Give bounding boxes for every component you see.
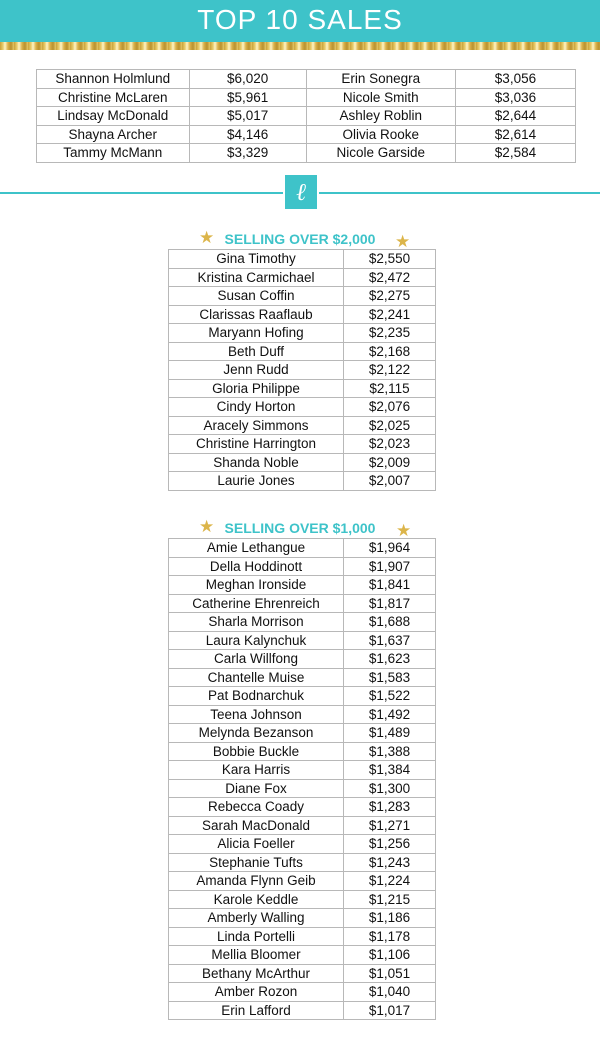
table-row (169, 1001, 436, 1020)
amount-cell: $2,472 (344, 268, 436, 287)
name-cell: Melynda Bezanson (169, 724, 344, 743)
amount-cell: $1,637 (344, 631, 436, 650)
amount-cell: $2,241 (344, 305, 436, 324)
name-cell: Della Hoddinott (169, 557, 344, 576)
logo-glyph: ℓ (296, 178, 306, 206)
table-row (169, 890, 436, 909)
amount-cell: $1,300 (344, 779, 436, 798)
amount-cell: $5,961 (189, 88, 306, 107)
name-cell: Kara Harris (169, 761, 344, 780)
amount-cell: $6,020 (189, 70, 306, 89)
amount-cell: $2,007 (344, 472, 436, 491)
amount-cell: $1,243 (344, 853, 436, 872)
name-cell: Meghan Ironside (169, 576, 344, 595)
table-row (169, 946, 436, 965)
star-icon: ★ (199, 517, 215, 536)
table-row (169, 687, 436, 706)
table-row (169, 613, 436, 632)
star-icon: ★ (199, 228, 215, 247)
amount-cell: $1,215 (344, 890, 436, 909)
name-cell: Carla Willfong (169, 650, 344, 669)
name-cell: Maryann Hofing (169, 324, 344, 343)
amount-cell: $3,329 (189, 144, 306, 163)
table-row (169, 398, 436, 417)
table-row (169, 576, 436, 595)
table-row (169, 742, 436, 761)
amount-cell: $2,115 (344, 379, 436, 398)
name-cell: Linda Portelli (169, 927, 344, 946)
table-row (169, 324, 436, 343)
table-row (169, 909, 436, 928)
name-cell: Amber Rozon (169, 983, 344, 1002)
amount-cell: $1,489 (344, 724, 436, 743)
name-cell: Pat Bodnarchuk (169, 687, 344, 706)
name-cell: Gloria Philippe (169, 379, 344, 398)
name-cell: Jenn Rudd (169, 361, 344, 380)
name-cell: Christine Harrington (169, 435, 344, 454)
table-row (169, 668, 436, 687)
name-cell: Beth Duff (169, 342, 344, 361)
name-cell: Alicia Foeller (169, 835, 344, 854)
table-row (169, 268, 436, 287)
name-cell: Chantelle Muise (169, 668, 344, 687)
top10-table (36, 69, 576, 163)
table-row (169, 964, 436, 983)
table-row (169, 983, 436, 1002)
table-row (169, 927, 436, 946)
amount-cell: $1,040 (344, 983, 436, 1002)
amount-cell: $1,492 (344, 705, 436, 724)
table-row (169, 287, 436, 306)
name-cell: Amie Lethangue (169, 539, 344, 558)
name-cell: Tammy McMann (37, 144, 190, 163)
name-cell: Olivia Rooke (306, 125, 455, 144)
amount-cell: $1,224 (344, 872, 436, 891)
table-row (169, 250, 436, 269)
divider-right (319, 192, 600, 194)
amount-cell: $1,388 (344, 742, 436, 761)
name-cell: Amberly Walling (169, 909, 344, 928)
table-row (37, 107, 576, 126)
table-row (169, 557, 436, 576)
amount-cell: $2,168 (344, 342, 436, 361)
amount-cell: $1,688 (344, 613, 436, 632)
amount-cell: $2,122 (344, 361, 436, 380)
table-row (169, 361, 436, 380)
amount-cell: $5,017 (189, 107, 306, 126)
amount-cell: $1,623 (344, 650, 436, 669)
star-icon: ★ (396, 521, 412, 540)
table-row (169, 453, 436, 472)
over-1000-table (168, 538, 436, 1020)
amount-cell: $2,614 (455, 125, 575, 144)
amount-cell: $4,146 (189, 125, 306, 144)
header-banner (0, 0, 600, 42)
table-row (169, 798, 436, 817)
table-row (169, 853, 436, 872)
star-icon: ★ (395, 232, 411, 251)
table-row (169, 631, 436, 650)
name-cell: Erin Sonegra (306, 70, 455, 89)
amount-cell: $2,025 (344, 416, 436, 435)
name-cell: Lindsay McDonald (37, 107, 190, 126)
brand-logo-icon (285, 175, 317, 209)
amount-cell: $1,522 (344, 687, 436, 706)
amount-cell: $2,235 (344, 324, 436, 343)
name-cell: Erin Lafford (169, 1001, 344, 1020)
table-row (169, 472, 436, 491)
amount-cell: $1,907 (344, 557, 436, 576)
name-cell: Christine McLaren (37, 88, 190, 107)
gold-glitter-strip (0, 42, 600, 50)
amount-cell: $2,023 (344, 435, 436, 454)
name-cell: Karole Keddle (169, 890, 344, 909)
name-cell: Aracely Simmons (169, 416, 344, 435)
table-row (169, 724, 436, 743)
amount-cell: $1,583 (344, 668, 436, 687)
amount-cell: $1,178 (344, 927, 436, 946)
table-row (169, 872, 436, 891)
divider-left (0, 192, 283, 194)
amount-cell: $3,036 (455, 88, 575, 107)
name-cell: Clarissas Raaflaub (169, 305, 344, 324)
table-row (37, 125, 576, 144)
table-row (169, 705, 436, 724)
name-cell: Amanda Flynn Geib (169, 872, 344, 891)
name-cell: Nicole Garside (306, 144, 455, 163)
amount-cell: $2,009 (344, 453, 436, 472)
name-cell: Teena Johnson (169, 705, 344, 724)
amount-cell: $2,644 (455, 107, 575, 126)
name-cell: Laurie Jones (169, 472, 344, 491)
name-cell: Rebecca Coady (169, 798, 344, 817)
table-row (169, 761, 436, 780)
amount-cell: $1,256 (344, 835, 436, 854)
name-cell: Catherine Ehrenreich (169, 594, 344, 613)
name-cell: Bobbie Buckle (169, 742, 344, 761)
amount-cell: $1,186 (344, 909, 436, 928)
amount-cell: $2,550 (344, 250, 436, 269)
name-cell: Mellia Bloomer (169, 946, 344, 965)
table-row (37, 88, 576, 107)
table-row (169, 816, 436, 835)
name-cell: Shannon Holmlund (37, 70, 190, 89)
amount-cell: $1,384 (344, 761, 436, 780)
name-cell: Laura Kalynchuk (169, 631, 344, 650)
amount-cell: $1,106 (344, 946, 436, 965)
name-cell: Nicole Smith (306, 88, 455, 107)
amount-cell: $2,076 (344, 398, 436, 417)
amount-cell: $2,584 (455, 144, 575, 163)
section-title-over-2000: SELLING OVER $2,000 (224, 231, 376, 247)
name-cell: Gina Timothy (169, 250, 344, 269)
amount-cell: $2,275 (344, 287, 436, 306)
table-row (169, 305, 436, 324)
table-row (169, 342, 436, 361)
page-title: TOP 10 SALES (197, 4, 403, 35)
table-row (169, 539, 436, 558)
name-cell: Shanda Noble (169, 453, 344, 472)
amount-cell: $1,964 (344, 539, 436, 558)
amount-cell: $1,283 (344, 798, 436, 817)
name-cell: Susan Coffin (169, 287, 344, 306)
amount-cell: $1,017 (344, 1001, 436, 1020)
name-cell: Shayna Archer (37, 125, 190, 144)
table-row (169, 779, 436, 798)
table-row (169, 835, 436, 854)
table-row (37, 70, 576, 89)
name-cell: Sharla Morrison (169, 613, 344, 632)
over-2000-table (168, 249, 436, 491)
table-row (169, 594, 436, 613)
name-cell: Bethany McArthur (169, 964, 344, 983)
amount-cell: $3,056 (455, 70, 575, 89)
amount-cell: $1,841 (344, 576, 436, 595)
name-cell: Sarah MacDonald (169, 816, 344, 835)
table-row (169, 650, 436, 669)
name-cell: Cindy Horton (169, 398, 344, 417)
section-title-over-1000: SELLING OVER $1,000 (224, 520, 376, 536)
amount-cell: $1,817 (344, 594, 436, 613)
table-row (37, 144, 576, 163)
table-row (169, 416, 436, 435)
amount-cell: $1,051 (344, 964, 436, 983)
table-row (169, 435, 436, 454)
name-cell: Kristina Carmichael (169, 268, 344, 287)
table-row (169, 379, 436, 398)
name-cell: Stephanie Tufts (169, 853, 344, 872)
name-cell: Diane Fox (169, 779, 344, 798)
name-cell: Ashley Roblin (306, 107, 455, 126)
amount-cell: $1,271 (344, 816, 436, 835)
